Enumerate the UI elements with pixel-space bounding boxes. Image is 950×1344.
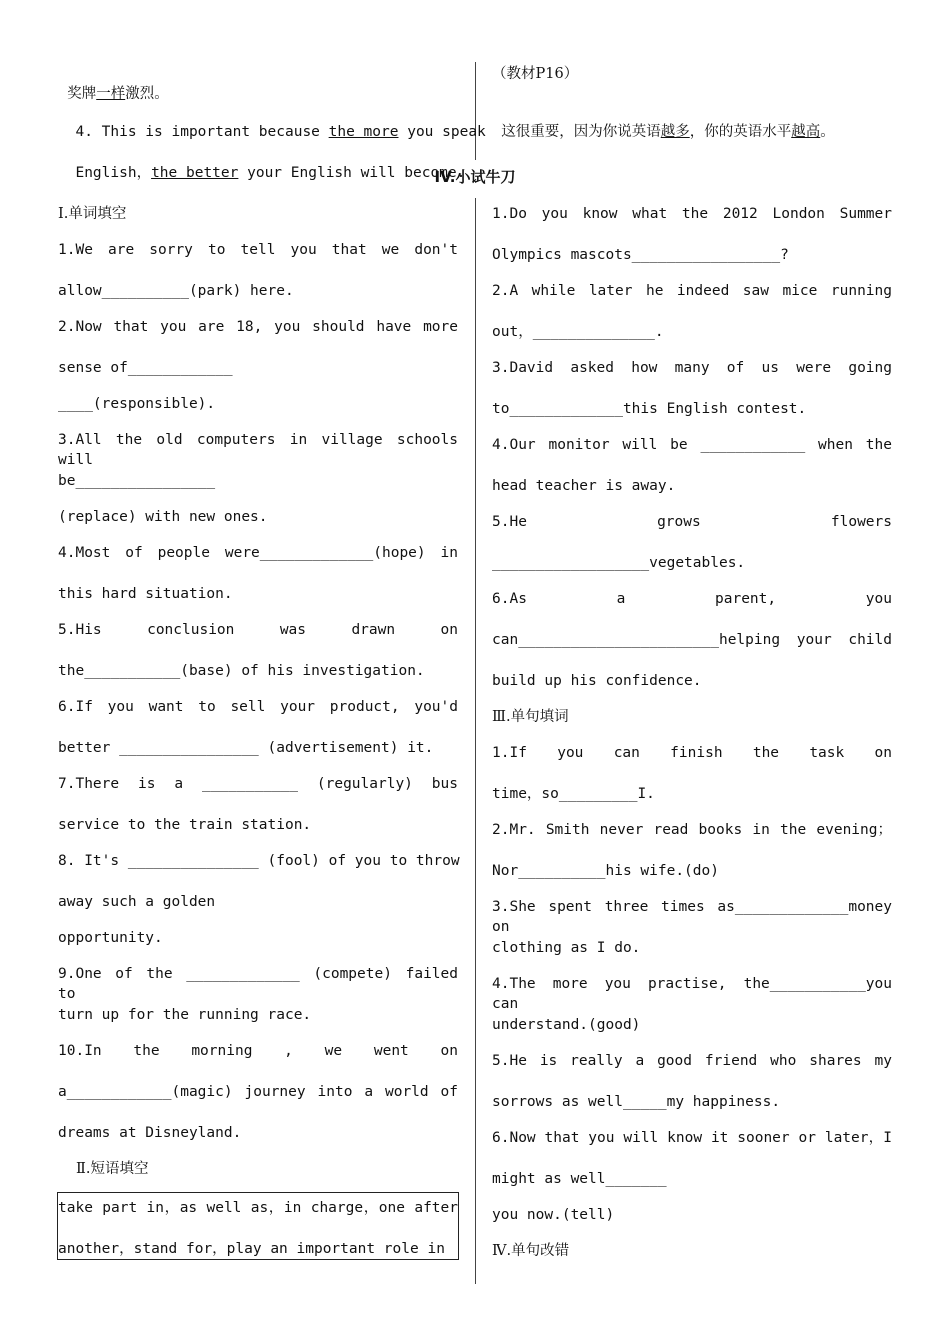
section-title: IV.小试牛刀 — [434, 168, 516, 186]
left-line: 8. It's _______________ (fool) of you to throw — [58, 853, 460, 869]
right-line: 2.Mr. Smith never read books in the evening； — [492, 822, 892, 838]
right-line: 4.Our monitor will be ____________ when the — [492, 437, 892, 453]
cn-c: 。 — [820, 124, 835, 140]
q4-the-better: the better — [151, 165, 239, 181]
left-line: allow__________(park) here. — [58, 283, 294, 299]
right-line: can_______________________helping your child — [492, 632, 892, 648]
q4-english: English， — [75, 165, 152, 181]
right-line: sorrows as well_____my happiness. — [492, 1094, 781, 1110]
left-line: a____________(magic) journey into a world of — [58, 1084, 458, 1100]
left-line: better ________________ (advertisement) it. — [58, 740, 434, 756]
right-line: 6.Now that you will know it sooner or later，I — [492, 1130, 892, 1146]
left-line: sense of____________ — [58, 360, 233, 376]
right-line: 5.He grows flowers — [492, 514, 892, 530]
left-line: 5.His conclusion was drawn on — [58, 622, 458, 638]
left-line: 1.We are sorry to tell you that we don't — [58, 242, 458, 258]
left-line: 9.One of the _____________ (compete) failed to — [58, 966, 458, 1002]
right-line: understand.(good) — [492, 1017, 641, 1033]
cn-a: 这很重要，因为你说英语 — [501, 124, 661, 140]
left-line: service to the train station. — [58, 817, 312, 833]
right-line: 3.David asked how many of us were going — [492, 360, 892, 376]
underlined-word: 一样 — [96, 86, 126, 102]
phrase-box-line2: another，stand for，play an important role in — [58, 1241, 445, 1257]
right-line: 4.The more you practise, the___________you can — [492, 976, 892, 1012]
right-line: 3.She spent three times as_____________money on — [492, 899, 892, 935]
left-line: 2.Now that you are 18, you should have more — [58, 319, 458, 335]
right-line: out，______________. — [492, 324, 664, 340]
top-right-cn-translation — [492, 102, 835, 142]
right-line: you now.(tell) — [492, 1207, 615, 1223]
right-line: 1.If you can finish the task on — [492, 745, 892, 761]
part1-heading: Ⅰ.单词填空 — [58, 206, 127, 222]
left-line: 4.Most of people were_____________(hope) in — [58, 545, 458, 561]
left-line: be________________ — [58, 473, 216, 489]
left-line: 7.There is a ___________ (regularly) bus — [58, 776, 458, 792]
right-line: head teacher is away. — [492, 478, 676, 494]
right-line: 1.Do you know what the 2012 London Summer — [492, 206, 892, 222]
right-line: build up his confidence. — [492, 673, 702, 689]
left-line: 10.In the morning , we went on — [58, 1043, 458, 1059]
right-line: Nor__________his wife.(do) — [492, 863, 719, 879]
right-line: 2.A while later he indeed saw mice running — [492, 283, 892, 299]
part2-heading: Ⅱ.短语填空 — [76, 1161, 149, 1177]
cn-b: ，你的英语水平 — [689, 124, 792, 140]
right-line: to_____________this English contest. — [492, 401, 807, 417]
cn-high: 越高 — [791, 124, 821, 140]
left-line: ____(responsible). — [58, 396, 216, 412]
cn-more: 越多 — [660, 124, 690, 140]
q4-rest: your English will become. — [238, 165, 466, 181]
right-line: 5.He is really a good friend who shares my — [492, 1053, 892, 1069]
top-q4-line1 — [58, 102, 486, 142]
textbook-reference: （教材P16） — [492, 66, 579, 82]
column-divider-main — [475, 198, 476, 1284]
left-line: 3.All the old computers in village schools will — [58, 432, 458, 468]
left-line: 6.If you want to sell your product, you'd — [58, 699, 458, 715]
left-line: the___________(base) of his investigation. — [58, 663, 425, 679]
right-line: clothing as I do. — [492, 940, 641, 956]
left-line: turn up for the running race. — [58, 1007, 312, 1023]
right-line: might as well_______ — [492, 1171, 667, 1187]
left-line: opportunity. — [58, 930, 163, 946]
phrase-box-line1: take part in，as well as，in charge，one after — [58, 1200, 458, 1216]
right-line: time，so_________I. — [492, 786, 655, 802]
q4-the-more: the more — [328, 124, 399, 140]
q4-mid: you speak — [398, 124, 486, 140]
right-line: 6.As a parent, you — [492, 591, 892, 607]
phrase-box — [57, 1192, 459, 1260]
top-left-cn-line: 奖牌一样激烈。 — [67, 86, 169, 102]
q4-prefix: 4. This is important because — [75, 124, 329, 140]
right-line: Olympics mascots_________________? — [492, 247, 789, 263]
right-line: __________________vegetables. — [492, 555, 746, 571]
part4-heading: Ⅳ.单句改错 — [492, 1243, 570, 1259]
left-line: this hard situation. — [58, 586, 233, 602]
part3-heading: Ⅲ.单句填词 — [492, 709, 569, 725]
left-line: (replace) with new ones. — [58, 509, 268, 525]
left-line: away such a golden — [58, 894, 216, 910]
left-line: dreams at Disneyland. — [58, 1125, 242, 1141]
